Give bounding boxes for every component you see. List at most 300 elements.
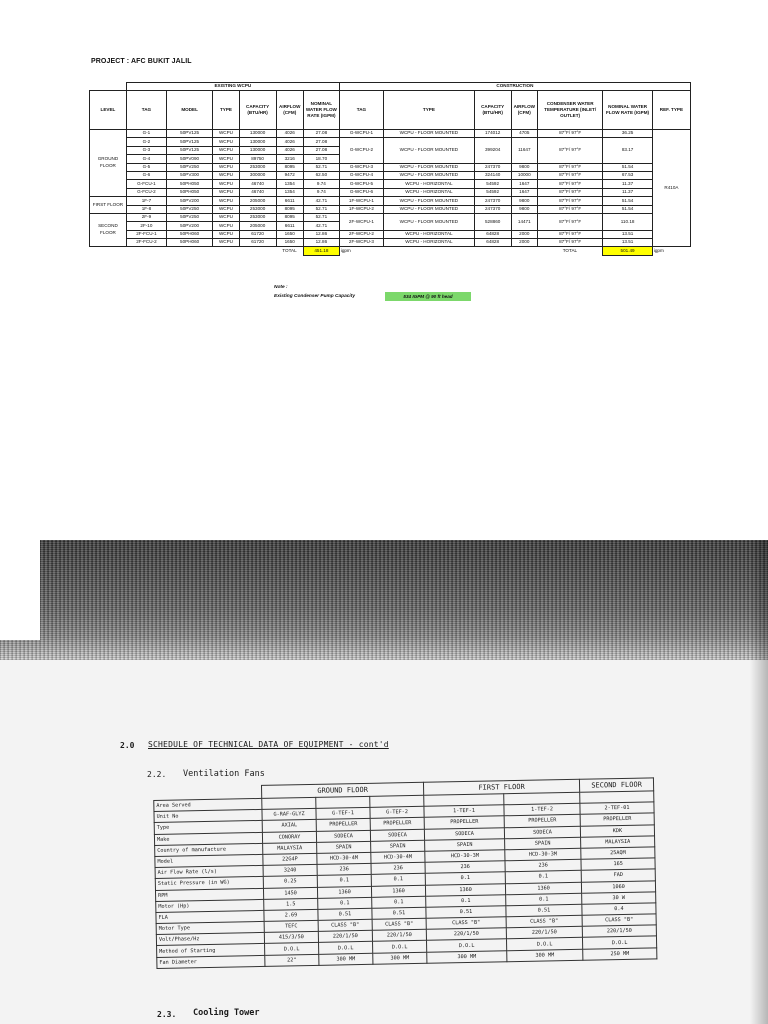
- fan-cell: 2-TEF-01: [580, 802, 654, 815]
- cell: WCPU - HORIZONTAL: [384, 239, 475, 247]
- table-row: [90, 230, 691, 238]
- cell: 9.74: [303, 188, 339, 196]
- ventilation-fans-table: [153, 777, 657, 968]
- fan-cell: 0.51: [506, 904, 582, 917]
- cell: 11.37: [603, 180, 653, 188]
- fan-cell: D.O.L: [265, 943, 319, 955]
- cell: 528860: [474, 213, 511, 230]
- cell: 87°F/ 97°F: [537, 130, 602, 138]
- fan-cell: 22G4P: [263, 853, 317, 865]
- cell: WCPU: [213, 138, 239, 146]
- cell: 1650: [276, 239, 303, 247]
- fan-cell: D.O.L: [583, 936, 657, 949]
- fan-cell: D.O.L: [319, 942, 373, 954]
- fan-cell: PROPELLER: [316, 819, 370, 831]
- fan-cell: G-TEF-2: [370, 806, 424, 818]
- cell: 64828: [474, 230, 511, 238]
- fan-cell: KDK: [580, 824, 654, 837]
- fan-cell: HCD-30-4M: [371, 851, 425, 863]
- construction-total-label: TOTAL: [562, 248, 578, 254]
- group-existing: EXISTING WCPU: [126, 83, 339, 91]
- col-capacity: CAPACITY (BTU/HR): [239, 91, 276, 130]
- fan-row-label: Fan Diameter: [157, 955, 265, 968]
- cell: WCPU - FLOOR MOUNTED: [384, 197, 475, 205]
- col-model: MODEL: [166, 91, 212, 130]
- fan-cell: 165: [581, 858, 655, 871]
- cell: G-3: [126, 146, 166, 154]
- fan-cell: 300 MM: [427, 950, 507, 963]
- fan-cell: 250 MM: [583, 947, 657, 960]
- cell: 52.71: [303, 213, 339, 221]
- cell: 51.54: [603, 163, 653, 171]
- table-row: [90, 138, 691, 146]
- cell: 27.08: [303, 130, 339, 138]
- cell: G-WCPU-4: [339, 171, 383, 179]
- cell: G-1: [126, 130, 166, 138]
- cell: 27.08: [303, 146, 339, 154]
- table-row: [90, 188, 691, 196]
- fan-cell: 1360: [505, 882, 581, 895]
- fan-cell: 0.1: [372, 896, 426, 908]
- cell: 174012: [474, 130, 511, 138]
- col-tag: TAG: [126, 91, 166, 130]
- cell: 12.86: [303, 230, 339, 238]
- cell: 2F-FCU-1: [126, 230, 166, 238]
- fan-cell: 236: [505, 859, 581, 872]
- col-airflow: AIRFLOW (CFM): [276, 91, 303, 130]
- cell: WCPU - FLOOR MOUNTED: [384, 138, 475, 163]
- col-c-airflow: AIRFLOW (CFM): [511, 91, 537, 130]
- cell: 83.17: [603, 138, 653, 163]
- cell: 50PH060: [166, 239, 212, 247]
- cell: 46740: [239, 180, 276, 188]
- fan-row-label: Country of manufacture: [155, 843, 263, 856]
- cell: 62.50: [303, 171, 339, 179]
- fan-cell: 0.1: [425, 872, 505, 885]
- cell: WCPU - FLOOR MOUNTED: [384, 205, 475, 213]
- cell: 13.51: [603, 239, 653, 247]
- fan-cell: 1060: [581, 880, 655, 893]
- cell: WCPU: [213, 213, 239, 221]
- fan-cell: 0.4: [582, 903, 656, 916]
- fan-cell: CLASS "B": [318, 919, 372, 931]
- cell: WCPU - FLOOR MOUNTED: [384, 213, 475, 230]
- table-row: [90, 239, 691, 247]
- cell: 50PV090: [166, 155, 212, 163]
- fan-cell: 25AQM: [581, 847, 655, 860]
- construction-total-value: 501.49: [603, 247, 653, 255]
- section-number: 2.0: [120, 741, 135, 750]
- fan-cell: 220/1/50: [372, 930, 426, 942]
- level-second: SECOND FLOOR: [90, 213, 127, 247]
- cell: 54592: [474, 180, 511, 188]
- fan-row-label: Model: [155, 854, 263, 867]
- cell: G-FCU-1: [126, 180, 166, 188]
- cell: 8095: [276, 163, 303, 171]
- fan-cell: 0.1: [371, 874, 425, 886]
- cell: 64828: [474, 239, 511, 247]
- cell: 87°F/ 97°F: [537, 205, 602, 213]
- cell: 2000: [511, 230, 537, 238]
- fan-cell: D.O.L: [507, 938, 583, 951]
- cell: 1F-7: [126, 197, 166, 205]
- cell: 11647: [511, 138, 537, 163]
- fan-cell: 0.1: [506, 893, 582, 906]
- cell: G-6: [126, 171, 166, 179]
- fan-cell: 2.69: [264, 909, 318, 921]
- cell: 9472: [276, 171, 303, 179]
- cell: 50PV200: [166, 222, 212, 230]
- cell: 87°F/ 97°F: [537, 239, 602, 247]
- fan-cell: 300 MM: [373, 952, 427, 964]
- cell: 50PV250: [166, 205, 212, 213]
- fan-cell: 300 MM: [319, 953, 373, 965]
- fan-cell: SPAIN: [371, 840, 425, 852]
- cell: WCPU - HORIZONTAL: [384, 188, 475, 196]
- fan-row-label: Make: [154, 832, 262, 845]
- fan-cell: G-TEF-1: [316, 808, 370, 820]
- cell: 50PV125: [166, 138, 212, 146]
- fan-cell: HCD-30-3M: [425, 850, 505, 863]
- cell: 2F-9: [126, 213, 166, 221]
- cell: 50PV300: [166, 171, 212, 179]
- cell: WCPU: [213, 180, 239, 188]
- table-row: [90, 130, 691, 138]
- floor-ground: GROUND FLOOR: [261, 782, 423, 798]
- table-row: [90, 197, 691, 205]
- fan-row-label: Motor Type: [156, 921, 264, 934]
- cell: 87°F/ 97°F: [537, 197, 602, 205]
- fan-row-label: RPM: [155, 888, 263, 901]
- cell: 130000: [239, 146, 276, 154]
- cell: G-4: [126, 155, 166, 163]
- fan-row-label: Motor (Hp): [156, 899, 264, 912]
- fan-cell: PROPELLER: [370, 818, 424, 830]
- cell: 130000: [239, 130, 276, 138]
- fan-cell: 22": [265, 954, 319, 966]
- cell: G-WCPU-3: [339, 163, 383, 171]
- col-c-tag: TAG: [339, 91, 383, 130]
- cell: 51.54: [603, 197, 653, 205]
- cell: 42.71: [303, 197, 339, 205]
- cell: G-FCU-2: [126, 188, 166, 196]
- fan-cell: 236: [317, 863, 371, 875]
- cell: 2F-10: [126, 222, 166, 230]
- cell: 300000: [239, 171, 276, 179]
- col-level: LEVEL: [90, 91, 127, 130]
- cell: 51.54: [603, 205, 653, 213]
- fan-row-label: FLA: [156, 910, 264, 923]
- cell: WCPU - FLOOR MOUNTED: [384, 163, 475, 171]
- cell: 4026: [276, 130, 303, 138]
- cell: 1647: [511, 180, 537, 188]
- fan-cell: CLASS "B": [426, 917, 506, 930]
- cell: 87°F/ 97°F: [537, 213, 602, 230]
- cell: 50PH060: [166, 230, 212, 238]
- cell: 247370: [474, 197, 511, 205]
- cell: 50PH050: [166, 180, 212, 188]
- cell: WCPU: [213, 230, 239, 238]
- cell: 18.70: [303, 155, 339, 163]
- table-row: [90, 171, 691, 179]
- fan-cell: 220/1/50: [426, 928, 506, 941]
- cell: 1647: [511, 188, 537, 196]
- cell: 130000: [239, 138, 276, 146]
- cell: 6611: [276, 222, 303, 230]
- fan-cell: 220/1/50: [506, 927, 582, 940]
- cell: 52.71: [303, 205, 339, 213]
- col-nominal-flow: NOMINAL WATER FLOW RATE (IGPM): [303, 91, 339, 130]
- cell: 87°F/ 97°F: [537, 163, 602, 171]
- fan-cell: 220/1/50: [582, 925, 656, 938]
- cell: 11.37: [603, 188, 653, 196]
- fan-cell: SPAIN: [505, 837, 581, 850]
- cell: 205000: [239, 197, 276, 205]
- cell: G-WCPU-6: [339, 188, 383, 196]
- fan-cell: 1-TEF-1: [424, 805, 504, 818]
- fan-cell: CONORAY: [262, 831, 316, 843]
- ref-type-value: R410A: [652, 130, 690, 247]
- cell: 89750: [239, 155, 276, 163]
- cell: 46740: [239, 188, 276, 196]
- cell: 1F-WCPU-1: [339, 197, 383, 205]
- fan-cell: SODECA: [316, 830, 370, 842]
- cell: 54592: [474, 188, 511, 196]
- cell: 10000: [511, 171, 537, 179]
- fan-cell: 300 MM: [507, 949, 583, 962]
- next-subsection-number: 2.3.: [157, 1010, 177, 1019]
- fan-cell: AXIAL: [262, 820, 316, 832]
- cell: 4026: [276, 138, 303, 146]
- cell: WCPU - FLOOR MOUNTED: [384, 171, 475, 179]
- cell: 8095: [276, 205, 303, 213]
- cell: 1650: [276, 230, 303, 238]
- cell: 205000: [239, 222, 276, 230]
- cell: 50PH050: [166, 188, 212, 196]
- existing-total-unit: igpm: [340, 248, 351, 254]
- cell: 9800: [511, 163, 537, 171]
- fan-cell: 0.1: [318, 897, 372, 909]
- fan-cell: 0.51: [318, 908, 372, 920]
- note-text: Existing Condenser Pump Capacity: [274, 294, 356, 299]
- table-row: [90, 205, 691, 213]
- fan-cell: HCD-30-4M: [317, 852, 371, 864]
- cell: WCPU - HORIZONTAL: [384, 230, 475, 238]
- cell: WCPU: [213, 130, 239, 138]
- cell: 6611: [276, 197, 303, 205]
- fan-row-label: Static Pressure (in WG): [155, 877, 263, 890]
- cell: WCPU: [213, 239, 239, 247]
- col-c-nominal: NOMINAL WATER FLOW RATE (IGPM): [603, 91, 653, 130]
- pump-capacity-badge: 534 IGPM @ 90 ft head: [385, 292, 471, 301]
- fan-cell: SPAIN: [425, 839, 505, 852]
- cell: 87°F/ 97°F: [537, 138, 602, 163]
- fan-cell: CLASS "B": [506, 915, 582, 928]
- section-title: SCHEDULE OF TECHNICAL DATA OF EQUIPMENT - cont'd: [148, 740, 389, 749]
- cell: G-WCPU-1: [339, 130, 383, 138]
- cell: 1354: [276, 188, 303, 196]
- cell: WCPU: [213, 205, 239, 213]
- cell: 1354: [276, 180, 303, 188]
- col-c-type: TYPE: [384, 91, 475, 130]
- cell: 253000: [239, 213, 276, 221]
- fan-row-label: Volt/Phase/Hz: [156, 933, 264, 946]
- cell: WCPU: [213, 222, 239, 230]
- fan-cell: 220/1/50: [318, 931, 372, 943]
- fan-row-label: Area Served: [154, 798, 262, 811]
- cell: 9800: [511, 197, 537, 205]
- cell: 3216: [276, 155, 303, 163]
- fan-cell: PROPELLER: [580, 813, 654, 826]
- cell: 2F-WCPU-2: [339, 230, 383, 238]
- cell: 87°F/ 97°F: [537, 180, 602, 188]
- cell: 13.51: [603, 230, 653, 238]
- fan-cell: 0.1: [317, 875, 371, 887]
- cell: 324140: [474, 171, 511, 179]
- fan-cell: TEFC: [264, 920, 318, 932]
- cell: 87°F/ 97°F: [537, 171, 602, 179]
- cell: 2F-FCU-2: [126, 239, 166, 247]
- fan-cell: SODECA: [504, 826, 580, 839]
- fan-cell: FAD: [581, 869, 655, 882]
- fan-row-label: Method of Starting: [157, 944, 265, 957]
- cell: 87°F/ 97°F: [537, 230, 602, 238]
- fan-row-label: Air Flow Rate (l/s): [155, 866, 263, 879]
- floor-first: FIRST FLOOR: [423, 779, 579, 795]
- col-c-temp: CONDENSER WATER TEMPERATURE (INLET/ OUTLET): [537, 91, 602, 130]
- cell: 9.74: [303, 180, 339, 188]
- fan-row-label: Unit No: [154, 810, 262, 823]
- fan-cell: D.O.L: [427, 939, 507, 952]
- fan-cell: 1450: [263, 887, 317, 899]
- cell: 50PV250: [166, 213, 212, 221]
- cell: 50PV125: [166, 146, 212, 154]
- scan-noise-band: [0, 540, 768, 660]
- col-ref-type: REF. TYPE: [652, 91, 690, 130]
- fan-rows: [154, 791, 657, 968]
- level-ground: GROUND FLOOR: [90, 130, 127, 197]
- fan-cell: 3240: [263, 864, 317, 876]
- wcpu-table: [89, 82, 691, 256]
- fan-cell: MALAYSIA: [263, 842, 317, 854]
- fan-cell: 1360: [317, 886, 371, 898]
- existing-total-value: 451.18: [303, 247, 339, 255]
- fan-cell: 1-TEF-2: [504, 803, 580, 816]
- fan-cell: CLASS "B": [372, 918, 426, 930]
- col-type: TYPE: [213, 91, 239, 130]
- cell: 1F-WCPU-2: [339, 205, 383, 213]
- scanned-page: [0, 540, 768, 1024]
- cell: WCPU: [213, 197, 239, 205]
- cell: WCPU: [213, 155, 239, 163]
- fan-cell: 0.51: [372, 907, 426, 919]
- cell: 12.86: [303, 239, 339, 247]
- cell: 2F-WCPU-1: [339, 213, 383, 230]
- cell: 1F-8: [126, 205, 166, 213]
- level-first: FIRST FLOOR: [90, 197, 127, 214]
- cell: 87°F/ 97°F: [537, 188, 602, 196]
- fan-cell: SODECA: [370, 829, 424, 841]
- floor-second: SECOND FLOOR: [579, 778, 653, 792]
- cell: 247370: [474, 205, 511, 213]
- existing-total-label: TOTAL: [282, 248, 297, 254]
- cell: G-2: [126, 138, 166, 146]
- cell: 2F-WCPU-3: [339, 239, 383, 247]
- construction-total-unit: igpm: [653, 248, 664, 254]
- cell: 42.71: [303, 222, 339, 230]
- cell: WCPU: [213, 146, 239, 154]
- fan-cell: 30 W: [582, 892, 656, 905]
- subsection-title: Ventilation Fans: [183, 769, 265, 779]
- cell: 253000: [239, 205, 276, 213]
- cell: 8095: [276, 213, 303, 221]
- cell: 2000: [511, 239, 537, 247]
- table-row: [90, 180, 691, 188]
- fan-cell: 0.1: [426, 894, 506, 907]
- cell: 14471: [511, 213, 537, 230]
- fan-cell: G-RAF-GLYZ: [262, 809, 316, 821]
- project-title: PROJECT : AFC BUKIT JALIL: [91, 58, 192, 65]
- table-row: [90, 213, 691, 221]
- fan-cell: MALAYSIA: [581, 836, 655, 849]
- fan-cell: D.O.L: [373, 941, 427, 953]
- fan-cell: 1360: [425, 883, 505, 896]
- group-construction: CONSTRUCTION: [339, 83, 690, 91]
- cell: G-5: [126, 163, 166, 171]
- fan-cell: 236: [371, 862, 425, 874]
- cell: 67.53: [603, 171, 653, 179]
- fan-cell: PROPELLER: [504, 815, 580, 828]
- cell: 50PV250: [166, 163, 212, 171]
- cell: 52.71: [303, 163, 339, 171]
- cell: 247370: [474, 163, 511, 171]
- cell: 253000: [239, 163, 276, 171]
- fan-cell: 236: [425, 861, 505, 874]
- fan-cell: PROPELLER: [424, 816, 504, 829]
- fan-cell: 415/3/50: [264, 932, 318, 944]
- cell: WCPU: [213, 188, 239, 196]
- cell: 50PV125: [166, 130, 212, 138]
- cell: WCPU: [213, 163, 239, 171]
- cell: WCPU: [213, 171, 239, 179]
- fan-cell: 0.51: [426, 906, 506, 919]
- fan-cell: 0.1: [505, 871, 581, 884]
- fan-cell: SPAIN: [317, 841, 371, 853]
- cell: 110.18: [603, 213, 653, 230]
- cell: G-WCPU-2: [339, 138, 383, 163]
- fan-cell: 0.25: [263, 876, 317, 888]
- cell: WCPU - HORIZONTAL: [384, 180, 475, 188]
- cell: 50PV200: [166, 197, 212, 205]
- cell: 4705: [511, 130, 537, 138]
- table-row: [90, 163, 691, 171]
- col-c-capacity: CAPACITY (BTU/HR): [474, 91, 511, 130]
- note-label: Note :: [274, 285, 288, 290]
- cell: 61720: [239, 230, 276, 238]
- cell: 9800: [511, 205, 537, 213]
- cell: G-WCPU-5: [339, 180, 383, 188]
- cell: 4026: [276, 146, 303, 154]
- cell: 61720: [239, 239, 276, 247]
- cell: 27.08: [303, 138, 339, 146]
- fan-cell: 1360: [371, 885, 425, 897]
- fan-cell: HCD-30-3M: [505, 848, 581, 861]
- fan-row-label: Type: [154, 821, 262, 834]
- cell: WCPU - FLOOR MOUNTED: [384, 130, 475, 138]
- cell: 399204: [474, 138, 511, 163]
- next-subsection-title: Cooling Tower: [193, 1008, 260, 1018]
- fan-cell: SODECA: [424, 827, 504, 840]
